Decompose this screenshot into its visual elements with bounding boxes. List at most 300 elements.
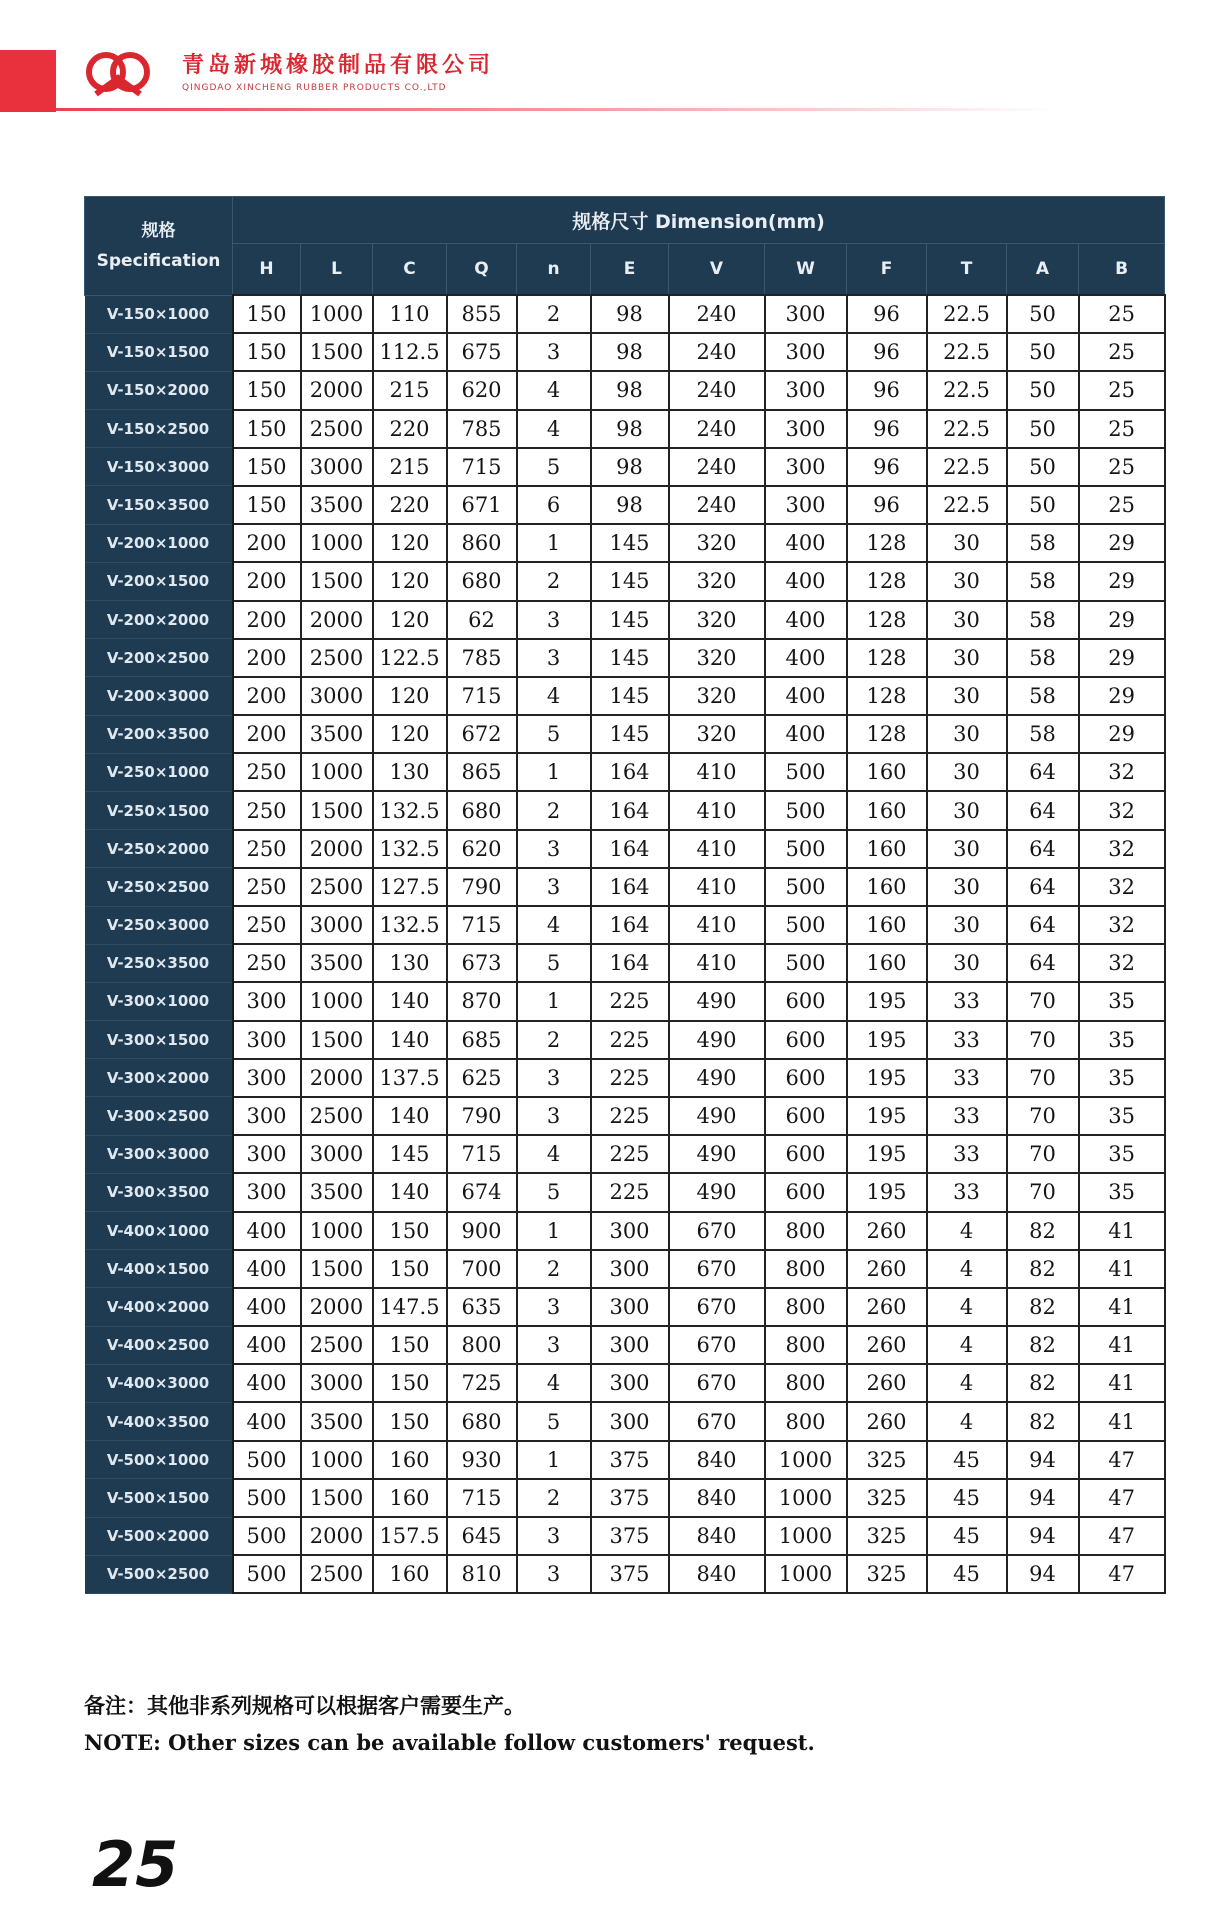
value-cell: 120 (373, 677, 447, 715)
value-cell: 375 (591, 1441, 669, 1479)
table-row (85, 601, 1165, 639)
value-cell: 3500 (301, 486, 373, 524)
value-cell: 5 (517, 715, 591, 753)
table-body (85, 295, 1165, 1593)
table-row (85, 1288, 1165, 1326)
value-cell: 2000 (301, 1059, 373, 1097)
value-cell: 33 (927, 982, 1007, 1020)
value-cell: 25 (1079, 486, 1165, 524)
value-cell: 33 (927, 1097, 1007, 1135)
value-cell: 725 (447, 1364, 517, 1402)
value-cell: 94 (1007, 1479, 1079, 1517)
value-cell: 160 (847, 830, 927, 868)
table-row (85, 1402, 1165, 1440)
value-cell: 490 (669, 1097, 765, 1135)
spec-cell: V-250×3000 (85, 906, 233, 944)
value-cell: 1500 (301, 562, 373, 600)
value-cell: 4 (927, 1364, 1007, 1402)
table-row (85, 1326, 1165, 1364)
value-cell: 6 (517, 486, 591, 524)
value-cell: 58 (1007, 639, 1079, 677)
value-cell: 33 (927, 1173, 1007, 1211)
value-cell: 1 (517, 1441, 591, 1479)
company-logo-icon (78, 42, 158, 106)
value-cell: 840 (669, 1517, 765, 1555)
value-cell: 500 (765, 791, 847, 829)
spec-cell: V-400×1500 (85, 1250, 233, 1288)
value-cell: 320 (669, 639, 765, 677)
value-cell: 164 (591, 830, 669, 868)
value-cell: 150 (233, 371, 301, 409)
table-row (85, 371, 1165, 409)
value-cell: 240 (669, 295, 765, 333)
value-cell: 195 (847, 1135, 927, 1173)
value-cell: 128 (847, 562, 927, 600)
spec-cell: V-400×3000 (85, 1364, 233, 1402)
spec-cell: V-400×3500 (85, 1402, 233, 1440)
value-cell: 1000 (301, 1441, 373, 1479)
value-cell: 671 (447, 486, 517, 524)
value-cell: 195 (847, 1059, 927, 1097)
value-cell: 5 (517, 1402, 591, 1440)
value-cell: 865 (447, 753, 517, 791)
spec-cell: V-150×1000 (85, 295, 233, 333)
value-cell: 400 (765, 639, 847, 677)
value-cell: 250 (233, 791, 301, 829)
value-cell: 82 (1007, 1212, 1079, 1250)
value-cell: 2000 (301, 1288, 373, 1326)
value-cell: 29 (1079, 639, 1165, 677)
value-cell: 3000 (301, 1364, 373, 1402)
value-cell: 29 (1079, 524, 1165, 562)
value-cell: 400 (233, 1288, 301, 1326)
value-cell: 145 (591, 639, 669, 677)
value-cell: 1500 (301, 333, 373, 371)
value-cell: 225 (591, 1059, 669, 1097)
value-cell: 260 (847, 1326, 927, 1364)
value-cell: 164 (591, 753, 669, 791)
value-cell: 300 (233, 1173, 301, 1211)
value-cell: 300 (233, 982, 301, 1020)
value-cell: 137.5 (373, 1059, 447, 1097)
value-cell: 1500 (301, 1479, 373, 1517)
value-cell: 128 (847, 639, 927, 677)
value-cell: 82 (1007, 1326, 1079, 1364)
company-name-en: QINGDAO XINCHENG RUBBER PRODUCTS CO.,LTD (182, 83, 447, 93)
value-cell: 600 (765, 1059, 847, 1097)
value-cell: 4 (517, 677, 591, 715)
value-cell: 500 (233, 1479, 301, 1517)
value-cell: 4 (927, 1288, 1007, 1326)
value-cell: 4 (927, 1326, 1007, 1364)
value-cell: 3 (517, 1059, 591, 1097)
value-cell: 58 (1007, 524, 1079, 562)
header-rule (56, 108, 1056, 111)
value-cell: 320 (669, 715, 765, 753)
value-cell: 250 (233, 830, 301, 868)
value-cell: 300 (591, 1212, 669, 1250)
value-cell: 800 (765, 1250, 847, 1288)
value-cell: 195 (847, 1021, 927, 1059)
value-cell: 840 (669, 1479, 765, 1517)
value-cell: 1000 (765, 1555, 847, 1593)
value-cell: 2500 (301, 868, 373, 906)
value-cell: 2500 (301, 1326, 373, 1364)
value-cell: 215 (373, 448, 447, 486)
value-cell: 220 (373, 486, 447, 524)
value-cell: 600 (765, 1173, 847, 1211)
value-cell: 110 (373, 295, 447, 333)
value-cell: 150 (233, 333, 301, 371)
value-cell: 128 (847, 601, 927, 639)
value-cell: 30 (927, 715, 1007, 753)
value-cell: 150 (233, 486, 301, 524)
value-cell: 900 (447, 1212, 517, 1250)
column-header: C (373, 244, 447, 296)
column-header: B (1079, 244, 1165, 296)
value-cell: 4 (517, 410, 591, 448)
value-cell: 41 (1079, 1326, 1165, 1364)
value-cell: 490 (669, 1173, 765, 1211)
value-cell: 64 (1007, 753, 1079, 791)
value-cell: 250 (233, 944, 301, 982)
value-cell: 260 (847, 1212, 927, 1250)
value-cell: 22.5 (927, 410, 1007, 448)
value-cell: 22.5 (927, 371, 1007, 409)
value-cell: 45 (927, 1479, 1007, 1517)
dimension-header: 规格尺寸 Dimension(mm) (233, 197, 1165, 244)
value-cell: 1000 (301, 524, 373, 562)
value-cell: 225 (591, 1135, 669, 1173)
value-cell: 164 (591, 906, 669, 944)
value-cell: 680 (447, 791, 517, 829)
value-cell: 1000 (301, 982, 373, 1020)
value-cell: 410 (669, 753, 765, 791)
table-row (85, 1250, 1165, 1288)
value-cell: 32 (1079, 830, 1165, 868)
value-cell: 3 (517, 601, 591, 639)
value-cell: 240 (669, 333, 765, 371)
value-cell: 33 (927, 1021, 1007, 1059)
value-cell: 1 (517, 982, 591, 1020)
value-cell: 150 (233, 295, 301, 333)
value-cell: 1000 (301, 1212, 373, 1250)
value-cell: 160 (847, 791, 927, 829)
value-cell: 300 (233, 1021, 301, 1059)
value-cell: 3000 (301, 1135, 373, 1173)
value-cell: 50 (1007, 295, 1079, 333)
value-cell: 5 (517, 944, 591, 982)
spec-cell: V-400×2500 (85, 1326, 233, 1364)
value-cell: 673 (447, 944, 517, 982)
value-cell: 164 (591, 868, 669, 906)
value-cell: 70 (1007, 1021, 1079, 1059)
value-cell: 145 (591, 524, 669, 562)
value-cell: 150 (233, 448, 301, 486)
value-cell: 220 (373, 410, 447, 448)
spec-cell: V-300×3500 (85, 1173, 233, 1211)
value-cell: 145 (591, 562, 669, 600)
column-header: V (669, 244, 765, 296)
value-cell: 5 (517, 448, 591, 486)
value-cell: 635 (447, 1288, 517, 1326)
value-cell: 30 (927, 524, 1007, 562)
value-cell: 240 (669, 486, 765, 524)
value-cell: 715 (447, 677, 517, 715)
value-cell: 128 (847, 524, 927, 562)
table-row (85, 1479, 1165, 1517)
value-cell: 1000 (765, 1479, 847, 1517)
value-cell: 3 (517, 1288, 591, 1326)
value-cell: 3 (517, 1326, 591, 1364)
value-cell: 680 (447, 1402, 517, 1440)
value-cell: 128 (847, 677, 927, 715)
value-cell: 70 (1007, 1059, 1079, 1097)
value-cell: 160 (847, 906, 927, 944)
value-cell: 2 (517, 1021, 591, 1059)
table-row (85, 1021, 1165, 1059)
value-cell: 620 (447, 830, 517, 868)
table-row (85, 1364, 1165, 1402)
value-cell: 29 (1079, 562, 1165, 600)
value-cell: 325 (847, 1479, 927, 1517)
value-cell: 785 (447, 410, 517, 448)
value-cell: 490 (669, 982, 765, 1020)
value-cell: 30 (927, 906, 1007, 944)
value-cell: 500 (765, 830, 847, 868)
spec-cell: V-150×3000 (85, 448, 233, 486)
value-cell: 82 (1007, 1288, 1079, 1326)
value-cell: 47 (1079, 1517, 1165, 1555)
value-cell: 800 (765, 1364, 847, 1402)
value-cell: 164 (591, 944, 669, 982)
table-row (85, 1441, 1165, 1479)
value-cell: 930 (447, 1441, 517, 1479)
value-cell: 132.5 (373, 830, 447, 868)
column-header: H (233, 244, 301, 296)
value-cell: 29 (1079, 715, 1165, 753)
value-cell: 35 (1079, 1059, 1165, 1097)
value-cell: 5 (517, 1173, 591, 1211)
spec-cell: V-300×1500 (85, 1021, 233, 1059)
value-cell: 2 (517, 791, 591, 829)
value-cell: 30 (927, 868, 1007, 906)
value-cell: 47 (1079, 1441, 1165, 1479)
value-cell: 25 (1079, 295, 1165, 333)
value-cell: 800 (447, 1326, 517, 1364)
spec-cell: V-500×2000 (85, 1517, 233, 1555)
value-cell: 400 (765, 524, 847, 562)
value-cell: 715 (447, 1479, 517, 1517)
value-cell: 82 (1007, 1364, 1079, 1402)
value-cell: 320 (669, 677, 765, 715)
value-cell: 1000 (301, 295, 373, 333)
value-cell: 22.5 (927, 448, 1007, 486)
value-cell: 300 (765, 448, 847, 486)
value-cell: 30 (927, 639, 1007, 677)
value-cell: 675 (447, 333, 517, 371)
value-cell: 140 (373, 1021, 447, 1059)
spec-cell: V-300×1000 (85, 982, 233, 1020)
value-cell: 400 (233, 1326, 301, 1364)
value-cell: 1 (517, 753, 591, 791)
value-cell: 500 (765, 868, 847, 906)
note-cn: 备注：其他非系列规格可以根据客户需要生产。 (84, 1694, 525, 1718)
value-cell: 410 (669, 944, 765, 982)
value-cell: 4 (927, 1250, 1007, 1288)
value-cell: 30 (927, 791, 1007, 829)
spec-cell: V-200×3500 (85, 715, 233, 753)
value-cell: 160 (847, 944, 927, 982)
value-cell: 500 (233, 1517, 301, 1555)
spec-cell: V-250×2500 (85, 868, 233, 906)
table-row (85, 524, 1165, 562)
value-cell: 790 (447, 868, 517, 906)
value-cell: 3 (517, 830, 591, 868)
value-cell: 58 (1007, 677, 1079, 715)
column-header-row (85, 244, 1165, 296)
value-cell: 410 (669, 791, 765, 829)
value-cell: 94 (1007, 1555, 1079, 1593)
spec-cell: V-300×3000 (85, 1135, 233, 1173)
value-cell: 670 (669, 1364, 765, 1402)
value-cell: 22.5 (927, 333, 1007, 371)
column-header: n (517, 244, 591, 296)
value-cell: 98 (591, 410, 669, 448)
note-en: NOTE: Other sizes can be available follow customers' request. (84, 1730, 815, 1755)
specification-table (84, 196, 1166, 1594)
value-cell: 625 (447, 1059, 517, 1097)
spec-header (85, 197, 233, 296)
spec-cell: V-250×1000 (85, 753, 233, 791)
table-row (85, 715, 1165, 753)
value-cell: 140 (373, 982, 447, 1020)
spec-cell: V-200×2000 (85, 601, 233, 639)
value-cell: 300 (765, 410, 847, 448)
value-cell: 145 (373, 1135, 447, 1173)
value-cell: 325 (847, 1555, 927, 1593)
value-cell: 98 (591, 295, 669, 333)
value-cell: 82 (1007, 1250, 1079, 1288)
value-cell: 94 (1007, 1441, 1079, 1479)
value-cell: 810 (447, 1555, 517, 1593)
column-header: T (927, 244, 1007, 296)
value-cell: 840 (669, 1555, 765, 1593)
value-cell: 2500 (301, 639, 373, 677)
value-cell: 47 (1079, 1555, 1165, 1593)
value-cell: 1500 (301, 791, 373, 829)
value-cell: 132.5 (373, 906, 447, 944)
value-cell: 58 (1007, 601, 1079, 639)
value-cell: 112.5 (373, 333, 447, 371)
spec-cell: V-150×2500 (85, 410, 233, 448)
value-cell: 96 (847, 448, 927, 486)
value-cell: 410 (669, 830, 765, 868)
value-cell: 240 (669, 410, 765, 448)
table-row (85, 448, 1165, 486)
value-cell: 320 (669, 601, 765, 639)
spec-cell: V-200×3000 (85, 677, 233, 715)
value-cell: 400 (233, 1212, 301, 1250)
value-cell: 375 (591, 1479, 669, 1517)
table-row (85, 753, 1165, 791)
column-header: F (847, 244, 927, 296)
value-cell: 22.5 (927, 295, 1007, 333)
value-cell: 225 (591, 1097, 669, 1135)
value-cell: 600 (765, 1021, 847, 1059)
value-cell: 64 (1007, 830, 1079, 868)
value-cell: 645 (447, 1517, 517, 1555)
value-cell: 3500 (301, 944, 373, 982)
value-cell: 325 (847, 1441, 927, 1479)
value-cell: 2 (517, 1250, 591, 1288)
value-cell: 64 (1007, 906, 1079, 944)
value-cell: 32 (1079, 944, 1165, 982)
page-number: 25 (92, 1828, 179, 1901)
table-row (85, 791, 1165, 829)
value-cell: 50 (1007, 410, 1079, 448)
value-cell: 490 (669, 1059, 765, 1097)
value-cell: 4 (927, 1402, 1007, 1440)
value-cell: 500 (765, 753, 847, 791)
value-cell: 160 (847, 753, 927, 791)
value-cell: 150 (373, 1364, 447, 1402)
value-cell: 4 (927, 1212, 1007, 1250)
value-cell: 45 (927, 1555, 1007, 1593)
value-cell: 120 (373, 562, 447, 600)
value-cell: 250 (233, 753, 301, 791)
value-cell: 670 (669, 1212, 765, 1250)
value-cell: 145 (591, 677, 669, 715)
value-cell: 1500 (301, 1021, 373, 1059)
value-cell: 3 (517, 1555, 591, 1593)
value-cell: 225 (591, 1021, 669, 1059)
value-cell: 132.5 (373, 791, 447, 829)
value-cell: 800 (765, 1212, 847, 1250)
value-cell: 30 (927, 677, 1007, 715)
table-row (85, 1173, 1165, 1211)
value-cell: 300 (765, 486, 847, 524)
value-cell: 147.5 (373, 1288, 447, 1326)
table-row (85, 677, 1165, 715)
value-cell: 35 (1079, 982, 1165, 1020)
value-cell: 855 (447, 295, 517, 333)
value-cell: 225 (591, 982, 669, 1020)
value-cell: 4 (517, 906, 591, 944)
value-cell: 130 (373, 944, 447, 982)
value-cell: 140 (373, 1173, 447, 1211)
value-cell: 130 (373, 753, 447, 791)
value-cell: 250 (233, 868, 301, 906)
value-cell: 490 (669, 1021, 765, 1059)
value-cell: 64 (1007, 791, 1079, 829)
column-header: L (301, 244, 373, 296)
value-cell: 2000 (301, 601, 373, 639)
column-header: Q (447, 244, 517, 296)
value-cell: 700 (447, 1250, 517, 1288)
value-cell: 500 (233, 1441, 301, 1479)
value-cell: 2500 (301, 1555, 373, 1593)
value-cell: 30 (927, 562, 1007, 600)
value-cell: 600 (765, 1097, 847, 1135)
column-header: W (765, 244, 847, 296)
value-cell: 2 (517, 562, 591, 600)
header-red-block (0, 50, 56, 112)
value-cell: 200 (233, 524, 301, 562)
value-cell: 3500 (301, 1402, 373, 1440)
spec-cell: V-150×2000 (85, 371, 233, 409)
value-cell: 3 (517, 333, 591, 371)
